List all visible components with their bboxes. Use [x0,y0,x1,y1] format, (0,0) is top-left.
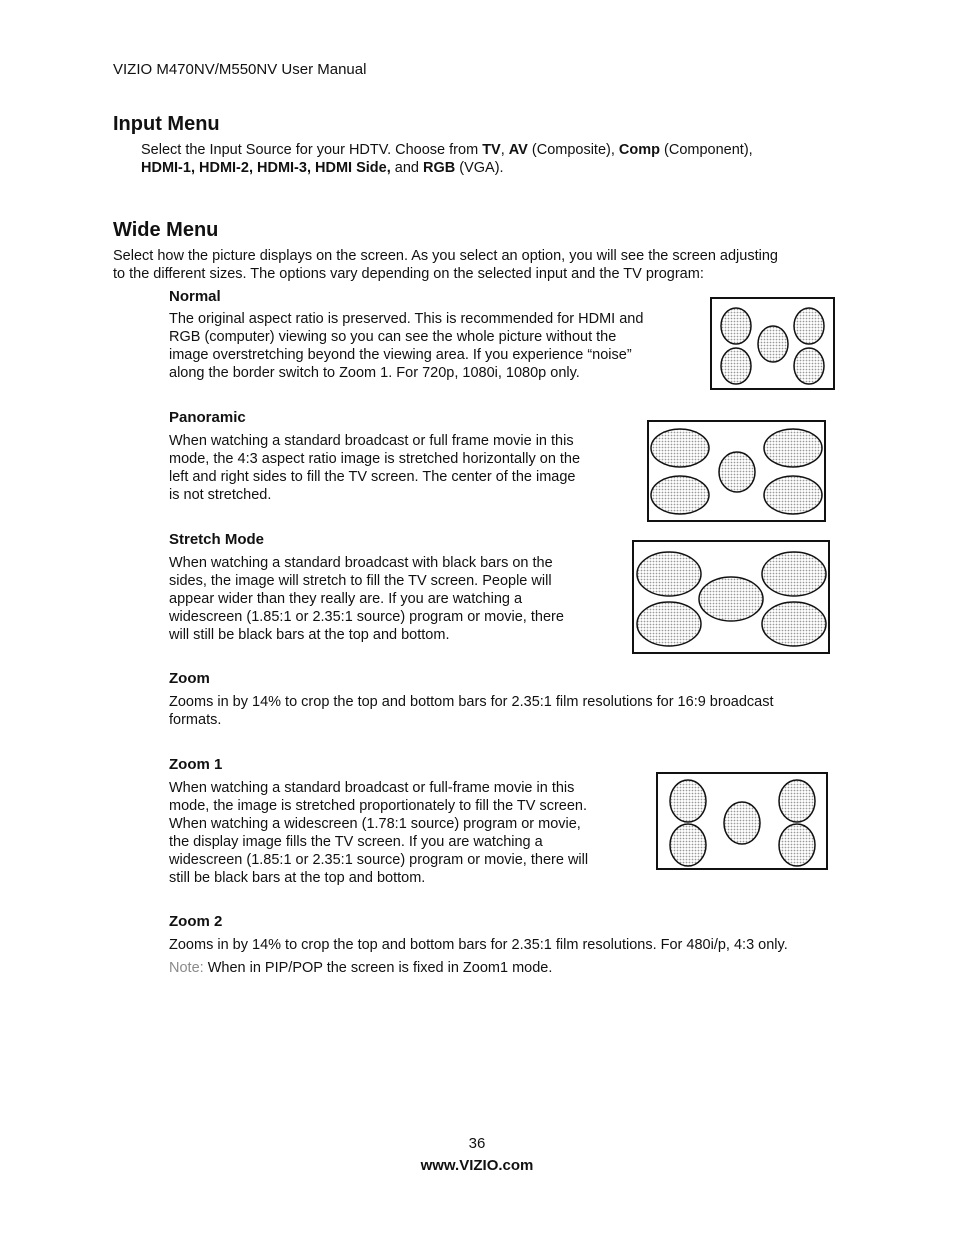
stretch-mode-illustration [632,540,830,654]
wide-menu-heading: Wide Menu [113,219,219,241]
normal-mode-illustration [710,297,835,390]
document-header: VIZIO M470NV/M550NV User Manual [113,61,367,78]
input-menu-description: Select the Input Source for your HDTV. Choose from TV, AV (Composite), Comp (Component), HDMI-1, HDMI-2, HDMI-3, HDMI Side, and RGB (VGA). [141,142,753,176]
zoom-description: Zooms in by 14% to crop the top and bottom bars for 2.35:1 film resolutions for 16:9 broadcast formats. [169,694,774,728]
page-number: 36 [468,1135,486,1152]
stretch-mode-title: Stretch Mode [169,531,265,548]
zoom1-title: Zoom 1 [169,756,223,773]
panoramic-description: When watching a standard broadcast or full frame movie in this mode, the 4:3 aspect ratio image is stretched horizontally on the left and right sides to fill the TV screen. The center of the image is not stretched. [169,433,581,503]
zoom1-description: When watching a standard broadcast or full-frame movie in this mode, the image is stretched proportionately to fill the TV screen. When watching a widescreen (1.78:1 source) program or movie, the display image fills the TV screen. If you are watching a widescreen (1.85:1 or 2.35:1 source) program or movie, there will still be black bars at the top and bottom. [169,780,589,886]
zoom2-description: Zooms in by 14% to crop the top and bottom bars for 2.35:1 film resolutions. For 480i/p, 4:3 only. [169,937,788,953]
footer-url: www.VIZIO.com [420,1157,534,1174]
wide-menu-intro: Select how the picture displays on the screen. As you select an option, you will see the screen adjusting to the different sizes. The options vary depending on the selected input and the TV program: [113,248,778,282]
normal-description: The original aspect ratio is preserved. This is recommended for HDMI and RGB (computer) viewing so you can see the whole picture without the image overstretching beyond the viewing area. If you experience “noise” along the border switch to Zoom 1. For 720p, 1080i, 1080p only. [169,311,644,381]
panoramic-title: Panoramic [169,409,246,426]
zoom2-title: Zoom 2 [169,913,223,930]
note-label: Note: [169,960,204,976]
zoom2-note: Note: When in PIP/POP the screen is fixed in Zoom1 mode. [169,960,553,976]
zoom-title: Zoom [169,670,210,687]
input-menu-heading: Input Menu [113,113,220,135]
panoramic-mode-illustration [647,420,826,522]
zoom1-mode-illustration [656,772,828,870]
normal-title: Normal [169,288,221,305]
stretch-mode-description: When watching a standard broadcast with black bars on the sides, the image will stretch to fill the TV screen. People will appear wider than they really are. If you are watching a widescreen (1.85:1 or 2.35:1 source) program or movie, there will still be black bars at the top and bottom. [169,555,564,643]
